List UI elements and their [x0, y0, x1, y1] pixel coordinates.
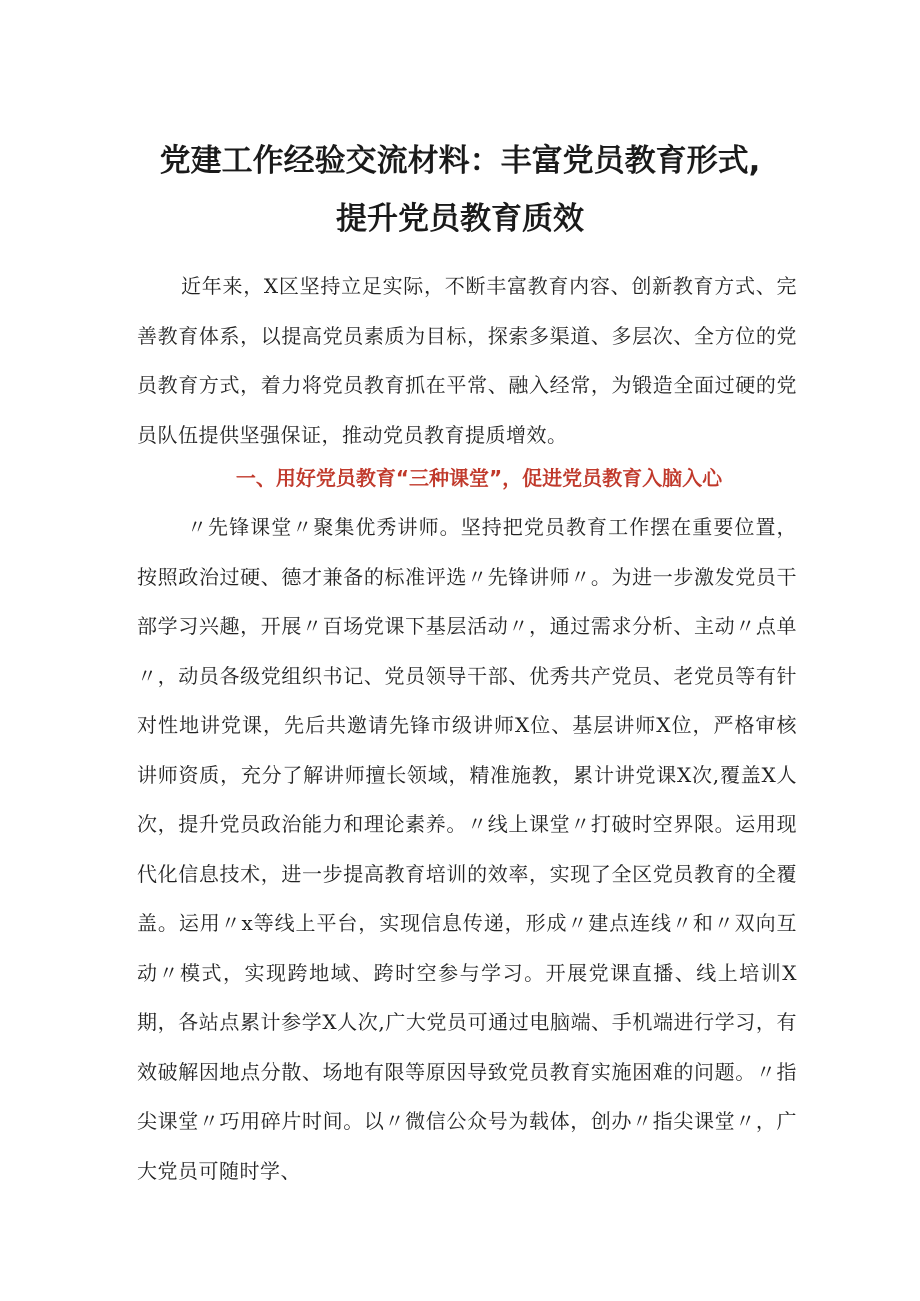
document-title-line2: 提升党员教育质效 [336, 201, 584, 237]
intro-paragraph: 近年来，X区坚持立足实际，不断丰富教育内容、创新教育方式、完善教育体系，以提高党员素质为目标，探索多渠道、多层次、全方位的党员教育方式，着力将党员教育抓在平常、融入经常，为锻造全面过硬的党员队伍提供坚强保证，推动党员教育提质增效。 [137, 274, 797, 447]
section1-paragraph: 〃先锋课堂〃聚集优秀讲师。坚持把党员教育工作摆在重要位置，按照政治过硬、德才兼备的标准评选〃先锋讲师〃。为进一步激发党员干部学习兴趣，开展〃百场党课下基层活动〃，通过需求分析、主动〃点单〃，动员各级党组织书记、党员领导干部、优秀共产党员、老党员等有针对性地讲党课，先后共邀请先锋市级讲师X位、基层讲师X位，严格审核讲师资质，充分了解讲师擅长领域，精准施教，累计讲党课X次,覆盖X人次，提升党员政治能力和理论素养。〃线上课堂〃打破时空界限。运用现代化信息技术，进一步提高教育培训的效率，实现了全区党员教育的全覆盖。运用〃x等线上平台，实现信息传递，形成〃建点连线〃和〃双向互动〃模式，实现跨地域、跨时空参与学习。开展党课直播、线上培训X期，各站点累计参学X人次,广大党员可通过电脑端、手机端进行学习，有效破解因地点分散、场地有限等原因导致党员教育实施困难的问题。〃指尖课堂〃巧用碎片时间。以〃微信公众号为载体，创办〃指尖课堂〃，广大党员可随时学、 [137, 515, 797, 1183]
document-title-line1: 党建工作经验交流材料：丰富党员教育形式, [159, 143, 761, 179]
section-heading-1: 一、用好党员教育“三种课堂”，促进党员教育入脑入心 [235, 466, 723, 490]
